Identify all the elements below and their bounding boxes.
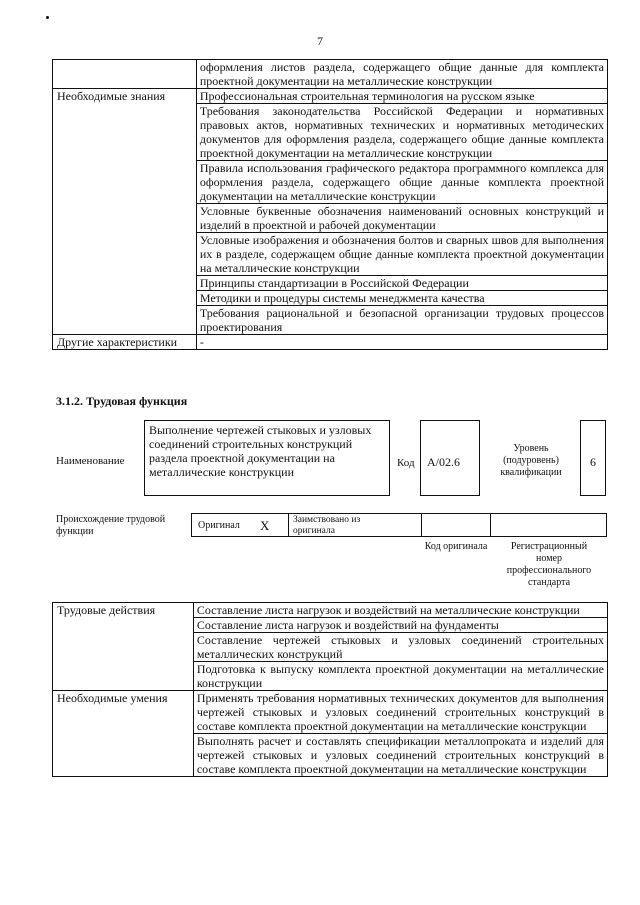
skills-label: Необходимые умения: [53, 691, 194, 777]
knowledge-label: Необходимые знания: [53, 89, 197, 335]
table-row: [53, 603, 608, 618]
knowledge-table: [52, 59, 608, 350]
table-row: [53, 335, 608, 350]
action-item: Составление листа нагрузок и воздействий на фундаменты: [193, 618, 607, 633]
origin-reg-cell: [490, 513, 607, 537]
other-value: -: [196, 335, 607, 350]
table-row: [53, 60, 608, 89]
origin-code-cell: [421, 513, 491, 537]
reg-caption: Регистрационный номер профессионального стандарта: [506, 541, 592, 588]
knowledge-item: Требования рациональной и безопасной организации трудовых процессов проектирования: [196, 306, 607, 335]
actions-table: [52, 602, 608, 777]
skill-item: Выполнять расчет и составлять спецификации металлопроката и изделий для чертежей стыковых и узловых соединений строительных конструкций в составе комплекта проектной документации на металлические конструкции: [193, 734, 607, 777]
scan-dot: [46, 16, 49, 19]
knowledge-item: Требования законодательства Российской Федерации и нормативных правовых актов, нормативных технических и нормативных методических документов для оформления раздела, содержащего общие данные комплекта проектной документации на металлические конструкции: [196, 104, 607, 161]
name-value: Выполнение чертежей стыковых и узловых соединений строительных конструкций раздела проектной документации на металлические конструкции: [149, 423, 372, 479]
original-mark: X: [260, 518, 270, 533]
original-label: Оригинал: [198, 520, 240, 531]
borrowed-label: Заимствовано из оригинала: [293, 515, 361, 536]
origin-borrowed-cell: [288, 513, 422, 537]
level-value: 6: [590, 455, 596, 469]
code-label: Код: [397, 457, 415, 469]
code-caption: Код оригинала: [424, 541, 488, 552]
action-item: Составление листа нагрузок и воздействий на металлические конструкции: [193, 603, 607, 618]
code-value: А/02.6: [427, 455, 460, 469]
action-item: Составление чертежей стыковых и узловых соединений строительных металлических конструкций: [193, 633, 607, 662]
knowledge-item: Условные изображения и обозначения болтов и сварных швов для выполнения их в разделе, содержащем общие данные комплекта проектной документации на металлические конструкции: [196, 233, 607, 276]
knowledge-item: Принципы стандартизации в Российской Федерации: [196, 276, 607, 291]
empty-label-cell: [53, 60, 197, 89]
actions-label: Трудовые действия: [53, 603, 194, 691]
origin-label: Происхождение трудовой функции: [56, 514, 166, 537]
page-number: 7: [317, 34, 323, 48]
knowledge-item: Правила использования графического редактора программного комплекса для оформления раздела, содержащего общие данные комплекта проектной документации на металлические конструкции: [196, 161, 607, 204]
action-item: Подготовка к выпуску комплекта проектной документации на металлические конструкции: [193, 662, 607, 691]
knowledge-item: Условные буквенные обозначения наименований основных конструкций и изделий в проектной и рабочей документации: [196, 204, 607, 233]
knowledge-item: Методики и процедуры системы менеджмента качества: [196, 291, 607, 306]
continuation-text: оформления листов раздела, содержащего общие данные для комплекта проектной документации на металлические конструкции: [196, 60, 607, 89]
table-row: [53, 89, 608, 104]
skill-item: Применять требования нормативных технических документов для выполнения чертежей стыковых и узловых соединений строительных конструкций в составе комплекта проектной документации на металлические конструкции: [193, 691, 607, 734]
table-row: [53, 691, 608, 734]
section-heading: 3.1.2. Трудовая функция: [56, 394, 188, 408]
name-label: Наименование: [56, 455, 125, 467]
level-label: Уровень (подуровень) квалификации: [500, 443, 562, 478]
code-box: [420, 420, 480, 496]
name-box: [144, 420, 390, 496]
origin-original-cell: [191, 513, 289, 537]
other-label: Другие характеристики: [53, 335, 197, 350]
knowledge-item: Профессиональная строительная терминология на русском языке: [196, 89, 607, 104]
level-box: [580, 420, 606, 496]
